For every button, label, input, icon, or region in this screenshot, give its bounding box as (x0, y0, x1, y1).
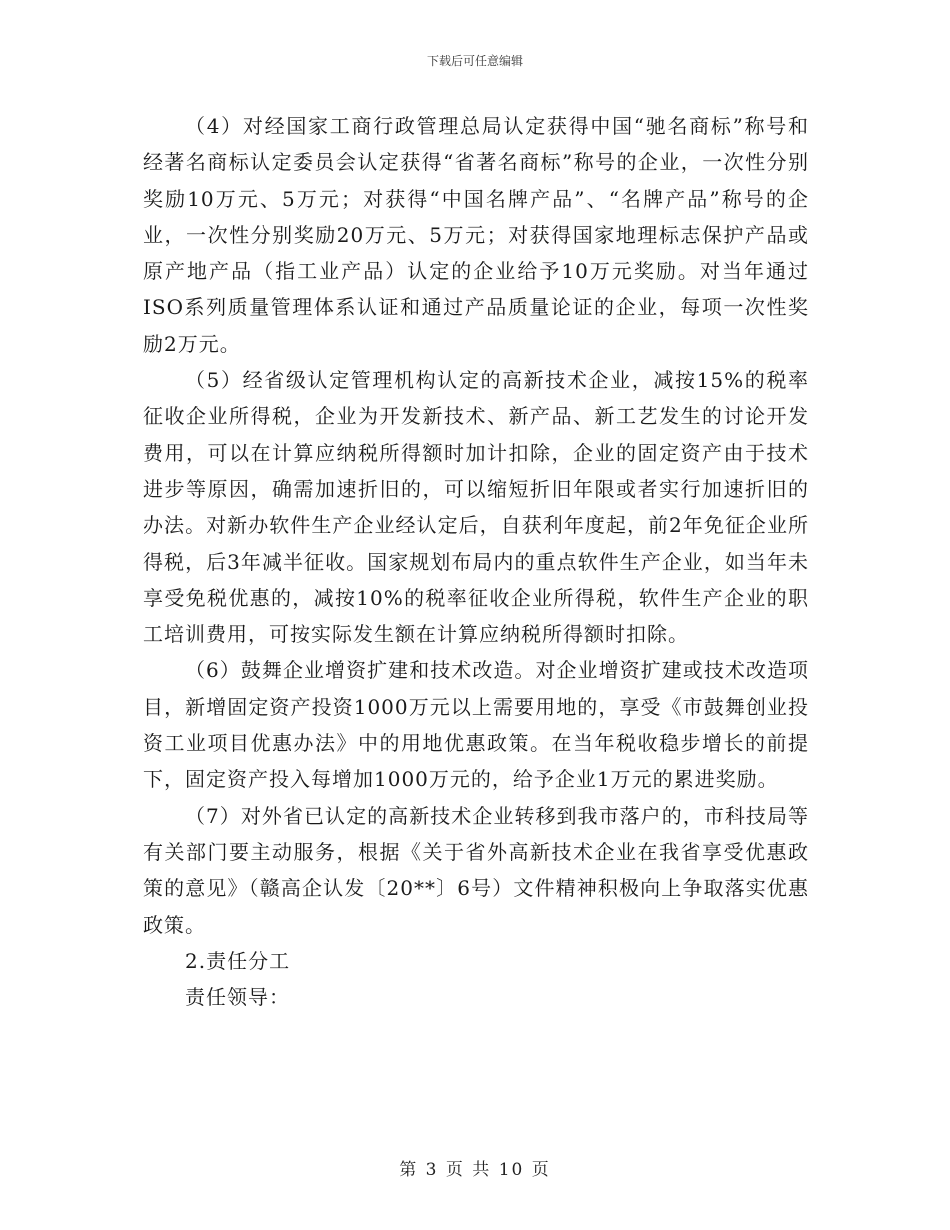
paragraph-6: （6）鼓舞企业增资扩建和技术改造。对企业增资扩建或技术改造项目，新增固定资产投资1000万元以上需要用地的，享受《市鼓舞创业投资工业项目优惠办法》中的用地优惠政策。在当年税收稳步增长的前提下，固定资产投入每增加1000万元的，给予企业1万元的累进奖励。 (143, 658, 809, 792)
paragraph-5: （5）经省级认定管理机构认定的高新技术企业，减按15%的税率征收企业所得税，企业为开发新技术、新产品、新工艺发生的讨论开发费用，可以在计算应纳税所得额时加计扣除，企业的固定资产由于技术进步等原因，确需加速折旧的，可以缩短折旧年限或者实行加速折旧的办法。对新办软件生产企业经认定后，自获利年度起，前2年免征企业所得税，后3年减半征收。国家规划布局内的重点软件生产企业，如当年未享受免税优惠的，减按10%的税率征收企业所得税，软件生产企业的职工培训费用，可按实际发生额在计算应纳税所得额时扣除。 (143, 368, 809, 647)
page-footer: 第 3 页 共 10 页 (399, 1160, 551, 1180)
section-heading: 2.责任分工 (185, 948, 291, 973)
page-header: 下载后可任意编辑 (426, 54, 523, 68)
responsible-leader-label: 责任领导： (185, 985, 290, 1010)
document-body (143, 108, 809, 1015)
paragraph-7: （7）对外省已认定的高新技术企业转移到我市落户的，市科技局等有关部门要主动服务，根据《关于省外高新技术企业在我省享受优惠政策的意见》（赣高企认发〔20**〕6号）文件精神积极向上争取落实优惠政策。 (143, 803, 809, 937)
paragraph-4: （4）对经国家工商行政管理总局认定获得中国“驰名商标”称号和经著名商标认定委员会认定获得“省著名商标”称号的企业，一次性分别奖励10万元、5万元；对获得“中国名牌产品”、“名牌产品”称号的企业，一次性分别奖励20万元、5万元；对获得国家地理标志保护产品或原产地产品（指工业产品）认定的企业给予10万元奖励。对当年通过ISO系列质量管理体系认证和通过产品质量论证的企业，每项一次性奖励2万元。 (143, 114, 809, 356)
